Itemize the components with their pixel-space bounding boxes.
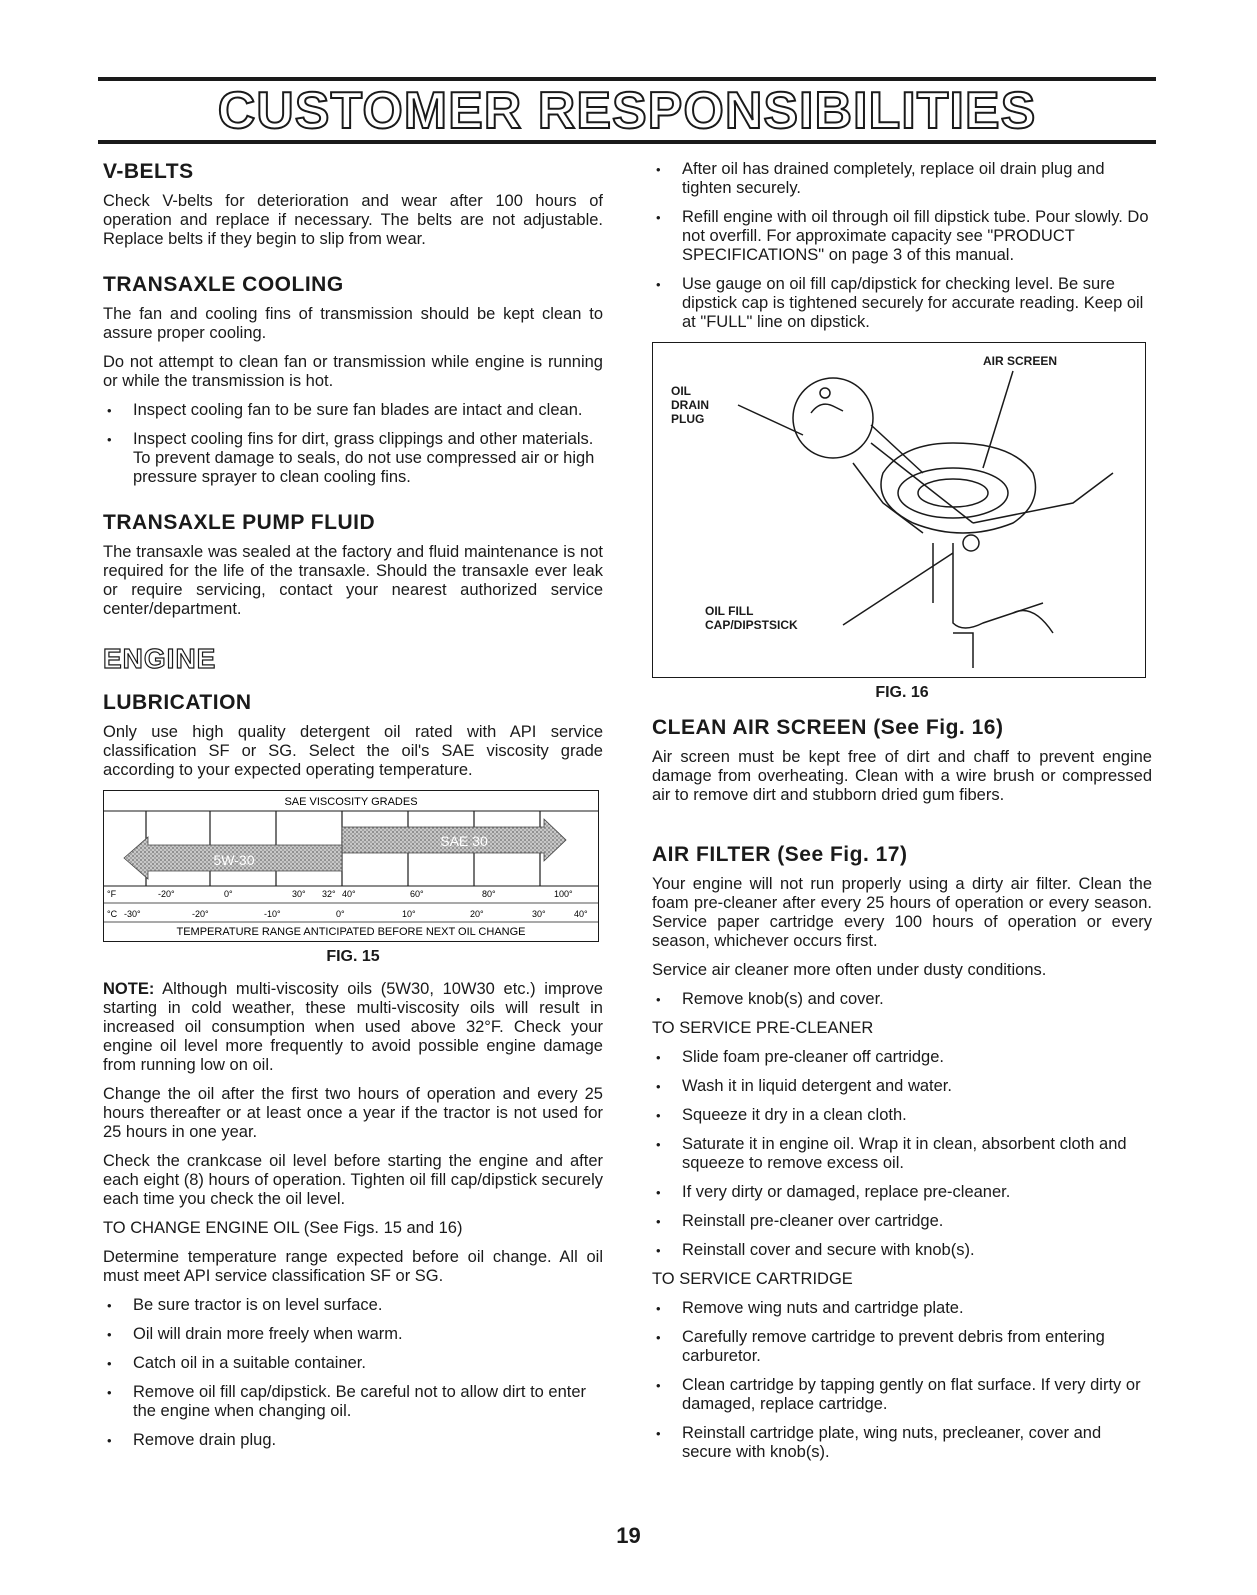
list-item: • Remove knob(s) and cover.	[652, 990, 1152, 1009]
fig15-caption: FIG. 15	[326, 948, 380, 965]
drain-plug-detail	[811, 404, 843, 413]
list-item: • Inspect cooling fins for dirt, grass clippings and other materials. To prevent damage to seals, do not use compressed air or high pressure sprayer to clean cooling fins.	[103, 430, 603, 487]
c-tick: 30°	[532, 909, 546, 919]
list-item: • Catch oil in a suitable container.	[103, 1354, 603, 1373]
air-filter-heading: AIR FILTER (See Fig. 17)	[652, 843, 908, 866]
transaxle-cooling-p2: Do not attempt to clean fan or transmission while engine is running or while the transmission is hot.	[103, 353, 603, 390]
list-item: • Oil will drain more freely when warm.	[103, 1325, 603, 1344]
viscosity-chart-svg	[104, 791, 598, 941]
oil-fill-label-1: OIL FILL	[705, 604, 754, 618]
list-item: • Reinstall cartridge plate, wing nuts, precleaner, cover and secure with knob(s).	[652, 1424, 1152, 1462]
f-tick: 30°	[292, 889, 306, 899]
oil-drain-label-1: OIL	[671, 384, 691, 398]
list-item: • Remove drain plug.	[103, 1431, 603, 1450]
transaxle-pump-text: The transaxle was sealed at the factory and fluid maintenance is not required for the life of the transaxle. Should the transaxle ever leak or require servicing, contact your nearest authorized service center/department.	[103, 543, 603, 618]
celsius-scale	[107, 909, 588, 919]
pre-cleaner-heading: TO SERVICE PRE-CLEANER	[652, 1019, 874, 1037]
clean-air-screen-heading: CLEAN AIR SCREEN (See Fig. 16)	[652, 716, 1004, 739]
oil-drain-label-3: PLUG	[671, 412, 705, 426]
top-rule	[98, 77, 1156, 81]
f-tick: 32°	[322, 889, 336, 899]
f-tick: -20°	[158, 889, 175, 899]
note-paragraph	[103, 980, 603, 1075]
title-underline	[98, 140, 1156, 144]
c-unit: °C	[107, 909, 118, 919]
list-item: • If very dirty or damaged, replace pre-cleaner.	[652, 1183, 1152, 1202]
pre-cleaner-list	[652, 1048, 1152, 1260]
c-tick: 10°	[402, 909, 416, 919]
note-text: Although multi-viscosity oils (5W30, 10W30 etc.) improve starting in cold weather, these multi-viscosity oils will result in increased oil consumption when used above 32°F. Check your engine oil level more frequently to avoid possible engine damage from running low on oil.	[103, 980, 603, 1074]
c-tick: 20°	[470, 909, 484, 919]
list-item: • Inspect cooling fan to be sure fan blades are intact and clean.	[103, 401, 603, 420]
left-column	[103, 160, 603, 1460]
note-label: NOTE:	[103, 980, 155, 998]
lubrication-heading: LUBRICATION	[103, 691, 252, 714]
transaxle-cooling-p1: The fan and cooling fins of transmission should be kept clean to assure proper cooling.	[103, 305, 603, 342]
list-item: • Remove oil fill cap/dipstick. Be careful not to allow dirt to enter the engine when changing oil.	[103, 1383, 603, 1421]
fig16-caption: FIG. 16	[875, 684, 929, 701]
oil-change-cont-list	[652, 160, 1152, 332]
transaxle-cooling-list	[103, 401, 603, 487]
oil-fill-label-2: CAP/DIPSTSICK	[705, 618, 798, 632]
list-item: • Slide foam pre-cleaner off cartridge.	[652, 1048, 1152, 1067]
dipstick-cap	[963, 535, 979, 551]
c-tick: 0°	[336, 909, 345, 919]
f-tick: 80°	[482, 889, 496, 899]
transaxle-pump-heading: TRANSAXLE PUMP FLUID	[103, 511, 376, 534]
cartridge-heading: TO SERVICE CARTRIDGE	[652, 1270, 853, 1288]
air-filter-p1: Your engine will not run properly using a dirty air filter. Clean the foam pre-cleaner after every 25 hours of operation or every season. Service paper cartridge every 100 hours of operation or every season, whichever occurs first.	[652, 875, 1152, 950]
list-item: • Use gauge on oil fill cap/dipstick for checking level. Be sure dipstick cap is tightened securely for accurate reading. Keep oil at "FULL" line on dipstick.	[652, 275, 1152, 332]
list-item: • Wash it in liquid detergent and water.	[652, 1077, 1152, 1096]
air-screen	[898, 468, 1008, 518]
page-number: 19	[616, 1523, 641, 1548]
engine-heading: ENGINE	[103, 643, 217, 674]
f-unit: °F	[107, 889, 117, 899]
detail-circle	[793, 378, 873, 458]
c-tick: -20°	[192, 909, 209, 919]
list-item: • Be sure tractor is on level surface.	[103, 1296, 603, 1315]
oil-drain-label-2: DRAIN	[671, 398, 709, 412]
air-filter-p2: Service air cleaner more often under dusty conditions.	[652, 961, 1047, 979]
f-tick: 60°	[410, 889, 424, 899]
list-item: • Refill engine with oil through oil fill dipstick tube. Pour slowly. Do not overfill. For approximate capacity see "PRODUCT SPECIFICATIONS" on page 3 of this manual.	[652, 208, 1152, 265]
f-tick: 0°	[224, 889, 233, 899]
vbelts-text: Check V-belts for deterioration and wear after 100 hours of operation and replace if necessary. The belts are not adjustable. Replace belts if they begin to slip from wear.	[103, 192, 603, 248]
c-tick: -30°	[124, 909, 141, 919]
list-item: • Reinstall pre-cleaner over cartridge.	[652, 1212, 1152, 1231]
f-tick: 40°	[342, 889, 356, 899]
list-item: • Reinstall cover and secure with knob(s).	[652, 1241, 1152, 1260]
list-item: • After oil has drained completely, replace oil drain plug and tighten securely.	[652, 160, 1152, 198]
list-item: • Squeeze it dry in a clean cloth.	[652, 1106, 1152, 1125]
vbelts-heading: V-BELTS	[103, 160, 194, 183]
oil-change-p3: Determine temperature range expected before oil change. All oil must meet API service classification SF or SG.	[103, 1248, 603, 1285]
f-tick: 100°	[554, 889, 573, 899]
cartridge-list	[652, 1299, 1152, 1462]
change-oil-subheading: TO CHANGE ENGINE OIL (See Figs. 15 and 16)	[103, 1219, 463, 1237]
c-tick: -10°	[264, 909, 281, 919]
list-item: • Remove wing nuts and cartridge plate.	[652, 1299, 1152, 1318]
page-title: CUSTOMER RESPONSIBILITIES	[217, 82, 1037, 140]
5w30-label: 5W-30	[213, 852, 255, 868]
fig16-illustration	[652, 342, 1146, 678]
sae30-label: SAE 30	[440, 833, 488, 849]
list-item: • Carefully remove cartridge to prevent debris from entering carburetor.	[652, 1328, 1152, 1366]
transaxle-cooling-heading: TRANSAXLE COOLING	[103, 273, 344, 296]
list-item: • Clean cartridge by tapping gently on flat surface. If very dirty or damaged, replace cartridge.	[652, 1376, 1152, 1414]
oil-change-p2: Check the crankcase oil level before starting the engine and after each eight (8) hours of operation. Tighten oil fill cap/dipstick securely each time you check the oil level.	[103, 1152, 603, 1208]
right-column	[652, 160, 1152, 1472]
oil-change-p1: Change the oil after the first two hours of operation and every 25 hours thereafter or at least once a year if the tractor is not used for 25 hours in one year.	[103, 1085, 603, 1141]
fahrenheit-scale	[107, 889, 573, 899]
chart-title: SAE VISCOSITY GRADES	[284, 796, 418, 808]
viscosity-chart	[103, 790, 599, 942]
oil-change-list	[103, 1296, 603, 1450]
list-item: • Saturate it in engine oil. Wrap it in clean, absorbent cloth and squeeze to remove excess oil.	[652, 1135, 1152, 1173]
c-tick: 40°	[574, 909, 588, 919]
chart-footer: TEMPERATURE RANGE ANTICIPATED BEFORE NEXT OIL CHANGE	[176, 926, 526, 938]
air-screen-label: AIR SCREEN	[983, 354, 1058, 368]
air-filter-list	[652, 990, 1152, 1009]
lubrication-text: Only use high quality detergent oil rated with API service classification SF or SG. Select the oil's SAE viscosity grade according to your expected operating temperature.	[103, 723, 603, 779]
engine-drawing	[653, 343, 1144, 676]
clean-air-screen-text: Air screen must be kept free of dirt and chaff to prevent engine damage from overheating. Clean with a wire brush or compressed air to remove dirt and stubborn dried gum fibers.	[652, 748, 1152, 804]
